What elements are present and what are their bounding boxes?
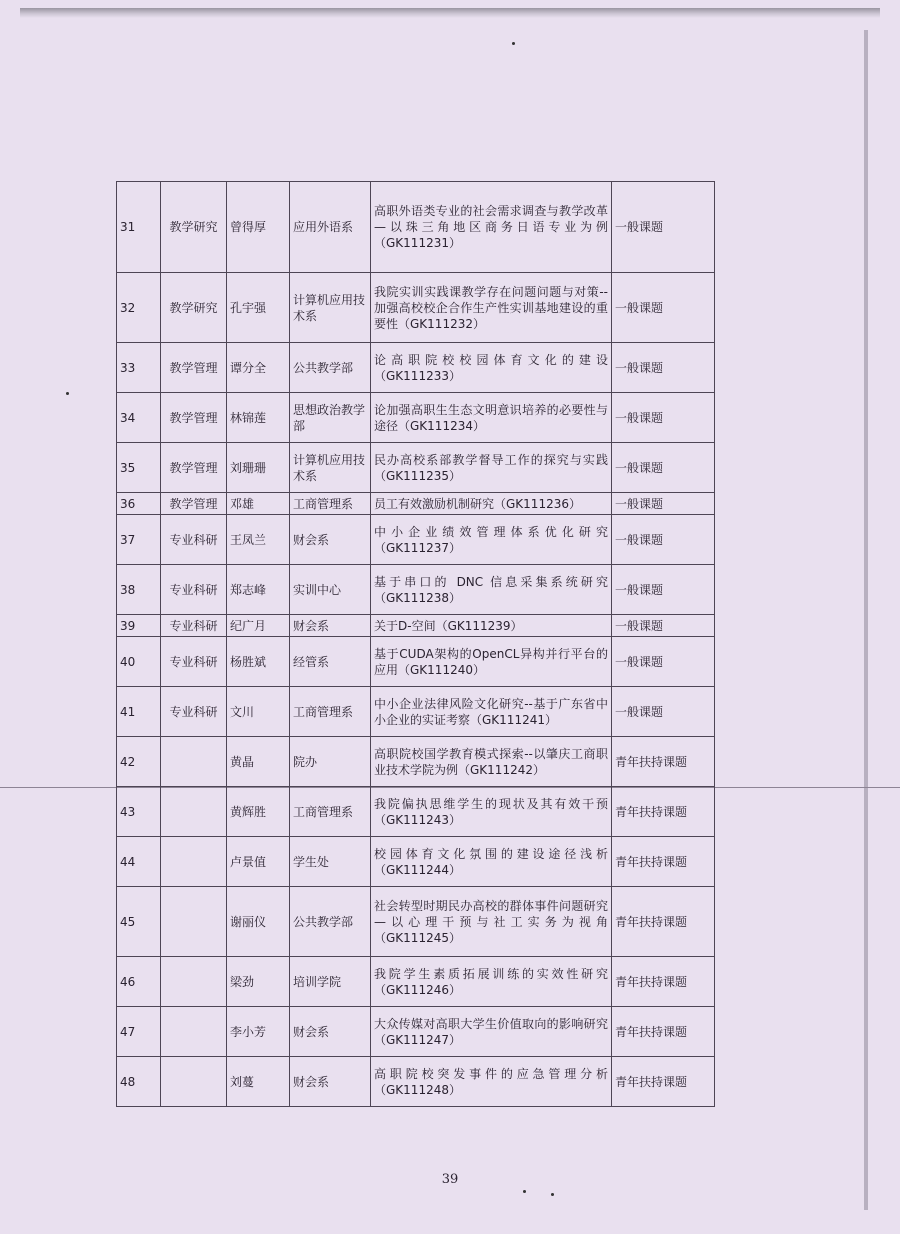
department-cell: 培训学院 bbox=[290, 957, 371, 1007]
table-row bbox=[117, 615, 715, 637]
project-type: 青年扶持课题 bbox=[612, 1057, 715, 1107]
project-type: 一般课题 bbox=[612, 615, 715, 637]
table-row bbox=[117, 637, 715, 687]
table-row bbox=[117, 737, 715, 787]
row-number: 31 bbox=[117, 182, 161, 273]
category-cell: 教学管理 bbox=[161, 393, 227, 443]
department-cell: 工商管理系 bbox=[290, 687, 371, 737]
scan-edge-right bbox=[864, 30, 868, 1210]
row-number: 39 bbox=[117, 615, 161, 637]
table-row bbox=[117, 443, 715, 493]
category-cell: 专业科研 bbox=[161, 637, 227, 687]
category-cell: 教学管理 bbox=[161, 443, 227, 493]
row-number: 47 bbox=[117, 1007, 161, 1057]
department-cell: 财会系 bbox=[290, 1007, 371, 1057]
category-cell bbox=[161, 1007, 227, 1057]
researcher-name: 刘珊珊 bbox=[227, 443, 290, 493]
category-cell: 专业科研 bbox=[161, 565, 227, 615]
row-number: 36 bbox=[117, 493, 161, 515]
table-row bbox=[117, 957, 715, 1007]
project-type: 一般课题 bbox=[612, 687, 715, 737]
project-title: 高职外语类专业的社会需求调查与教学改革—以珠三角地区商务日语专业为例（GK111231） bbox=[371, 182, 612, 273]
project-type: 一般课题 bbox=[612, 515, 715, 565]
project-title: 基于CUDA架构的OpenCL异构并行平台的应用（GK111240） bbox=[371, 637, 612, 687]
project-title: 我院偏执思维学生的现状及其有效干预（GK111243） bbox=[371, 787, 612, 837]
scan-speck bbox=[66, 392, 69, 395]
researcher-name: 刘蔓 bbox=[227, 1057, 290, 1107]
category-cell bbox=[161, 837, 227, 887]
category-cell bbox=[161, 737, 227, 787]
project-type: 青年扶持课题 bbox=[612, 837, 715, 887]
project-type: 一般课题 bbox=[612, 443, 715, 493]
project-type: 一般课题 bbox=[612, 565, 715, 615]
project-title: 民办高校系部教学督导工作的探究与实践（GK111235） bbox=[371, 443, 612, 493]
researcher-name: 王凤兰 bbox=[227, 515, 290, 565]
category-cell: 专业科研 bbox=[161, 615, 227, 637]
department-cell: 经管系 bbox=[290, 637, 371, 687]
table-row bbox=[117, 687, 715, 737]
project-title: 论加强高职生生态文明意识培养的必要性与途径（GK111234） bbox=[371, 393, 612, 443]
project-title: 关于D-空间（GK111239） bbox=[371, 615, 612, 637]
project-type: 青年扶持课题 bbox=[612, 887, 715, 957]
researcher-name: 孔宇强 bbox=[227, 273, 290, 343]
category-cell: 教学研究 bbox=[161, 273, 227, 343]
project-type: 一般课题 bbox=[612, 182, 715, 273]
department-cell: 工商管理系 bbox=[290, 787, 371, 837]
project-title: 中小企业法律风险文化研究--基于广东省中小企业的实证考察（GK111241） bbox=[371, 687, 612, 737]
project-title: 大众传媒对高职大学生价值取向的影响研究（GK111247） bbox=[371, 1007, 612, 1057]
department-cell: 财会系 bbox=[290, 1057, 371, 1107]
project-type: 青年扶持课题 bbox=[612, 787, 715, 837]
department-cell: 公共教学部 bbox=[290, 343, 371, 393]
department-cell: 工商管理系 bbox=[290, 493, 371, 515]
project-type: 一般课题 bbox=[612, 493, 715, 515]
row-number: 37 bbox=[117, 515, 161, 565]
department-cell: 计算机应用技术系 bbox=[290, 443, 371, 493]
project-title: 我院实训实践课教学存在问题问题与对策--加强高校校企合作生产性实训基地建设的重要性（GK111232） bbox=[371, 273, 612, 343]
department-cell: 应用外语系 bbox=[290, 182, 371, 273]
project-title: 基于串口的 DNC 信息采集系统研究（GK111238） bbox=[371, 565, 612, 615]
table-row bbox=[117, 837, 715, 887]
project-type: 一般课题 bbox=[612, 273, 715, 343]
project-title: 社会转型时期民办高校的群体事件问题研究—以心理干预与社工实务为视角（GK111245） bbox=[371, 887, 612, 957]
scan-speck bbox=[512, 42, 515, 45]
table-row bbox=[117, 273, 715, 343]
project-title: 校园体育文化氛围的建设途径浅析（GK111244） bbox=[371, 837, 612, 887]
category-cell: 教学管理 bbox=[161, 493, 227, 515]
table-row bbox=[117, 182, 715, 273]
researcher-name: 谭分全 bbox=[227, 343, 290, 393]
department-cell: 计算机应用技术系 bbox=[290, 273, 371, 343]
category-cell bbox=[161, 1057, 227, 1107]
project-type: 一般课题 bbox=[612, 343, 715, 393]
row-number: 44 bbox=[117, 837, 161, 887]
project-title: 高职院校突发事件的应急管理分析（GK111248） bbox=[371, 1057, 612, 1107]
researcher-name: 邓雄 bbox=[227, 493, 290, 515]
researcher-name: 李小芳 bbox=[227, 1007, 290, 1057]
row-number: 32 bbox=[117, 273, 161, 343]
department-cell: 思想政治教学部 bbox=[290, 393, 371, 443]
table-row bbox=[117, 393, 715, 443]
project-title: 中小企业绩效管理体系优化研究（GK111237） bbox=[371, 515, 612, 565]
row-number: 45 bbox=[117, 887, 161, 957]
department-cell: 实训中心 bbox=[290, 565, 371, 615]
page-number: 39 bbox=[441, 1172, 459, 1187]
scan-edge-top bbox=[20, 8, 880, 18]
table-row bbox=[117, 787, 715, 837]
table-row bbox=[117, 493, 715, 515]
category-cell bbox=[161, 957, 227, 1007]
department-cell: 学生处 bbox=[290, 837, 371, 887]
researcher-name: 林锦莲 bbox=[227, 393, 290, 443]
row-number: 40 bbox=[117, 637, 161, 687]
project-title: 论高职院校校园体育文化的建设（GK111233） bbox=[371, 343, 612, 393]
scan-speck bbox=[551, 1193, 554, 1196]
department-cell: 财会系 bbox=[290, 615, 371, 637]
researcher-name: 黄晶 bbox=[227, 737, 290, 787]
row-number: 48 bbox=[117, 1057, 161, 1107]
researcher-name: 谢丽仪 bbox=[227, 887, 290, 957]
project-type: 青年扶持课题 bbox=[612, 957, 715, 1007]
table-row bbox=[117, 1007, 715, 1057]
project-type: 一般课题 bbox=[612, 393, 715, 443]
project-type: 青年扶持课题 bbox=[612, 1007, 715, 1057]
row-number: 42 bbox=[117, 737, 161, 787]
researcher-name: 文川 bbox=[227, 687, 290, 737]
project-title: 高职院校国学教育模式探索--以肇庆工商职业技术学院为例（GK111242） bbox=[371, 737, 612, 787]
row-number: 34 bbox=[117, 393, 161, 443]
researcher-name: 杨胜斌 bbox=[227, 637, 290, 687]
project-type: 一般课题 bbox=[612, 637, 715, 687]
table-row bbox=[117, 887, 715, 957]
row-number: 38 bbox=[117, 565, 161, 615]
row-number: 43 bbox=[117, 787, 161, 837]
row-number: 33 bbox=[117, 343, 161, 393]
project-title: 我院学生素质拓展训练的实效性研究（GK111246） bbox=[371, 957, 612, 1007]
row-number: 35 bbox=[117, 443, 161, 493]
project-title: 员工有效激励机制研究（GK111236） bbox=[371, 493, 612, 515]
researcher-name: 曾得厚 bbox=[227, 182, 290, 273]
department-cell: 财会系 bbox=[290, 515, 371, 565]
project-table bbox=[116, 181, 715, 1107]
researcher-name: 黄辉胜 bbox=[227, 787, 290, 837]
category-cell: 教学管理 bbox=[161, 343, 227, 393]
department-cell: 院办 bbox=[290, 737, 371, 787]
row-number: 46 bbox=[117, 957, 161, 1007]
table-row bbox=[117, 515, 715, 565]
category-cell: 教学研究 bbox=[161, 182, 227, 273]
scan-speck bbox=[523, 1190, 526, 1193]
researcher-name: 卢景值 bbox=[227, 837, 290, 887]
researcher-name: 纪广月 bbox=[227, 615, 290, 637]
category-cell: 专业科研 bbox=[161, 515, 227, 565]
department-cell: 公共教学部 bbox=[290, 887, 371, 957]
row-number: 41 bbox=[117, 687, 161, 737]
table-row bbox=[117, 1057, 715, 1107]
researcher-name: 郑志峰 bbox=[227, 565, 290, 615]
researcher-name: 梁劲 bbox=[227, 957, 290, 1007]
table-row bbox=[117, 565, 715, 615]
category-cell: 专业科研 bbox=[161, 687, 227, 737]
category-cell bbox=[161, 787, 227, 837]
project-type: 青年扶持课题 bbox=[612, 737, 715, 787]
category-cell bbox=[161, 887, 227, 957]
table-row bbox=[117, 343, 715, 393]
